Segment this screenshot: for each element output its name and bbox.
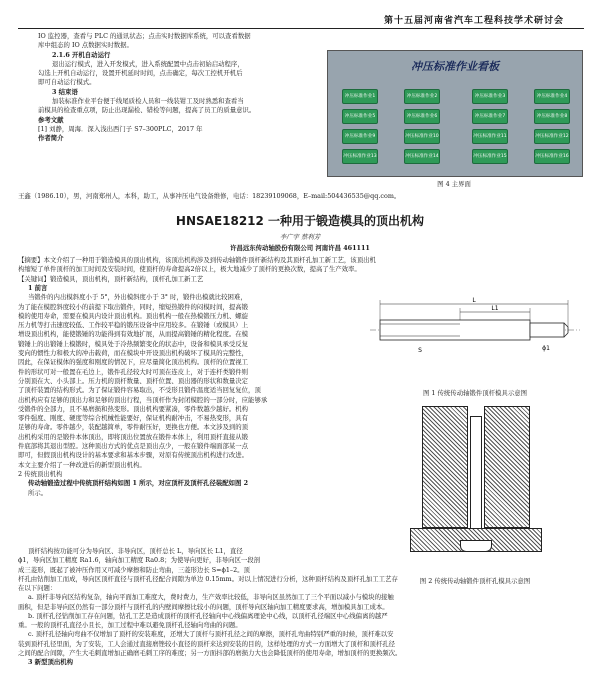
author-bio: 王鑫（1986.10），男，河南郑州人，本科，助工，从事冲压电气设备维修，电话：18239109068，E–mail:504436535@qq.com。 [18, 192, 401, 200]
standard-work-button: 冲压标准作业15 [472, 149, 508, 164]
mold-section-right [484, 406, 530, 528]
body-line: 当锻件的内出模斜度小于 5°，外出模斜度小于 3° 时，锻件出模就比较困难， [28, 293, 247, 302]
mold-section-left [422, 406, 468, 528]
prev-article-text [38, 32, 300, 144]
body-line: 即可，但假顶出机构设计的基本要求和基本步骤，对原有传统顶出机构进行改进。 [18, 451, 249, 460]
standard-work-button: 冲压标准作业1 [342, 89, 378, 104]
standard-work-button: 冲压标准作业8 [534, 109, 570, 124]
label-L: L [472, 297, 476, 304]
standard-work-button: 冲压标准作业16 [534, 149, 570, 164]
body-line: 面积，但是非导向区仍然有一部分顶杆与顶杆孔的内壁间摩擦比较小的问题，顶杆导向区轴向加工精度要求高，增加模具加工成本。 [18, 602, 389, 611]
body-line: 成三菱形，既起了被冲压作用又可减少摩擦和防止弯曲，三菱形边长 S=ϕ1–2。顶 [18, 565, 250, 574]
body-line: 件的形状可对一般置在毛边上，锻件孔径较大时可顶在连皮上，对于连杆类锻件则 [18, 367, 249, 376]
body-line: 增设顶出机构，能使锻锤的功能得到有效地扩展，从而提高锻锤的精化程度。在模 [18, 330, 249, 339]
figure2-caption: 图 2 传统传动轴锻件顶杆孔模具示意图 [419, 577, 531, 585]
body-line: b. 顶杆孔径钻削加工存在问题，钻孔工艺是造成顶杆的顶杆孔径轴向中心线偏离理论中心线，以顶杆孔径端区中心线偏离的越严 [28, 611, 388, 620]
standard-work-button: 冲压标准作业14 [404, 149, 440, 164]
conference-header: 第十五届河南省汽车工程科技学术研讨会 [383, 16, 564, 26]
body-line: 因此，在保证模体的强度和刚度的情况下，应尽量简化顶出机构。顶杆的位置视工 [18, 358, 249, 367]
keywords: 【关键词】锻造模具，顶出机构，顶杆新结构，顶杆孔加工新工艺 [18, 274, 204, 283]
figure2-hole-drawing [400, 406, 550, 576]
body-line: 分别顶在大、小头部上。压力机的顶杆数量、顶杆位置、顶出器的形状和数量决定 [18, 376, 249, 385]
label-phi1: ϕ1 [542, 345, 550, 352]
standard-work-button: 冲压标准作业3 [472, 89, 508, 104]
body-line: 足够的寿命。零件越少，装配越简单，零件耐压好，更换也方便。本文涉及到的顶 [18, 423, 249, 432]
body-full-width [18, 584, 582, 668]
figure4-caption: 图 4 主界面 [437, 180, 471, 188]
chamfer-line [564, 323, 568, 327]
chamfer-line [564, 333, 568, 337]
body-line: 模的使用寿命，需要在模具内设计顶出机构。顶出机构一般在热模锻压力机、螺旋 [18, 311, 249, 320]
body-line: 所示。 [28, 488, 48, 497]
section-heading: 1 前言 [28, 284, 48, 292]
figure1-ejector-rod-drawing [368, 290, 582, 378]
body-line: 顶杆结构按功能可分为导向区、非导向区，顶杆总长 L，导向区长 L1，直径 [28, 547, 243, 555]
body-line: 2 传统顶出机构 [18, 469, 63, 478]
abstract [18, 256, 582, 284]
prev-line: 加装标准作业平台便于线尾质检人员和一线装钳工及时熟悉和查看当 [52, 97, 244, 106]
body-line: 为了能在模腔斜度较小的前提下取出锻件，同时，缩短热锻件的闷模时间，提高锻 [18, 302, 249, 311]
standard-work-button: 冲压标准作业9 [342, 129, 378, 144]
rod-tip [530, 323, 564, 337]
section-heading: 传动轴锻造过程中传统顶杆结构如图 1 所示，对应顶杆及顶杆孔径装配如图 2 [28, 479, 249, 488]
prev-section-heading: 3 结束语 [52, 87, 78, 96]
references-heading: 参考文献 [38, 115, 64, 124]
prev-line: 即可自动运行模式。 [38, 78, 96, 87]
body-column-lower [18, 547, 398, 584]
body-line: c. 顶杆孔径轴向弯曲不仅增加了顶杆的安装难度，还增大了顶杆与顶杆孔径之间的摩擦，顶杆孔弯曲特别严重的时候，顶杆难以安 [28, 630, 394, 639]
prev-line: 前模具的检查重点项，防止出现漏检、错检等问题，提高了员工的质量意识。 [38, 106, 256, 115]
body-line: 零件强度、刚度、硬度等综合机械性能要好，保证机构耐冲击，不易热变形，具有 [18, 414, 249, 423]
body-line: 锻锤上的出锻锤上模锻时，模具处于冷热频繁变化的状态中，设备和模具承受反复 [18, 339, 249, 348]
body-line: 变向的惯性力和极大的冲击载荷，而在模块中开设顶出机构破坏了模具的完整性， [18, 349, 249, 358]
label-L1: L1 [491, 305, 499, 312]
body-line: 之间的配合间隙，产生大毛刺直增加正确磨毛刺工序的难度；另一方面抖部的磨损力大也会降低顶杆的使用寿命，增加顶杆的更换频次。 [18, 649, 402, 658]
prev-line: 勾选上开机自动运行，设置开机延时时间，点击确定，每次工控机开机后 [38, 69, 243, 78]
figure4-screenshot [327, 50, 583, 177]
prev-line: 库中组态的 IO 点数据实时数据。 [38, 41, 133, 50]
body-column [18, 284, 354, 498]
standard-work-button: 冲压标准作业6 [404, 109, 440, 124]
body-line: 受锻件的全部力，且不易磨损和热变形。顶出机构要紧凑，零件数越少越好。机构 [18, 404, 249, 413]
body-line: ϕ1，导向区加工精度 Ra1.6，轴向加工精度 Ra0.8；为使导向更好，非导向区一段剖 [18, 556, 261, 565]
body-line: 重。一般的顶杆孔直径小且长，加工过程中难以避免顶杆孔径轴向弯曲的问题。 [18, 621, 242, 630]
body-line: a. 顶杆非导向区结构复杂，轴向平面加工难度大，费时费力，生产效率比较低，非导向区虽然加工了三个平面以减小与模块的接触 [28, 593, 394, 602]
standard-work-button: 冲压标准作业7 [472, 109, 508, 124]
label-S: S [418, 347, 422, 354]
body-line: 本文主要介绍了一种改进后的新型顶出机构。 [18, 460, 146, 469]
article-authors: 李广宇 蔡利芳 [279, 233, 321, 241]
figure1-caption: 图 1 传统传动轴锻件顶杆模具示意图 [423, 389, 527, 397]
header-rule [18, 28, 584, 29]
standard-work-button: 冲压标准作业11 [472, 129, 508, 144]
standard-work-button: 冲压标准作业4 [534, 89, 570, 104]
prev-line: 退出运行模式，进入开发模式，进入系统配置中点击初始启动程序， [52, 59, 244, 68]
body-line: 了顶杆装置的结构形式。为了保证锻件容易取出，不受形且锻件温度适当回复复位，顶 [18, 386, 261, 395]
author-heading: 作者简介 [38, 134, 64, 143]
abstract-line: 构缩短了单件顶杆的加工时间及安装时间，使顶杆的寿命提高2倍以上，极大地减少了顶杆的更换次数，提高了生产效率。 [18, 265, 361, 274]
screen-title: 冲压标准作业看板 [411, 60, 499, 73]
body-line: 装到顶杆孔径里面，为了安装，工人会通过直接磨锉较小直径的顶杆来达到安装的目的，这样处理的方式一方面增大了顶杆和顶杆孔径 [18, 639, 396, 648]
body-line: 在以下问题： [18, 584, 57, 592]
abstract-line: 【摘要】本文介绍了一种用于锻造模具的顶出机构，该顶出机构涉及到传动轴锻件顶杆新结构及其顶杆孔加工新工艺，该顶出机 [18, 256, 376, 264]
standard-work-button: 冲压标准作业2 [404, 89, 440, 104]
standard-work-button: 冲压标准作业12 [534, 129, 570, 144]
article-affiliation: 许昌远东传动轴股份有限公司 河南许昌 461111 [230, 244, 370, 252]
ejector-rod [470, 416, 482, 546]
body-line: 出机构应有足够的顶出力和足够的顶出行程，当顶杆作为封闭模腔的一部分时，应能够承 [18, 395, 268, 404]
prev-line: IO 监控器，查看与 PLC 的通讯状态；点击实时数据库系统，可以查看数据 [38, 32, 251, 40]
body-line: 压力机等打击速度较低、工作较平稳的锻压设备中应用较多。在锻锤（或模具）上 [18, 321, 249, 330]
cavity [460, 540, 492, 552]
body-line: 出机构采用的是锻件本体顶出，即将顶出位置放在锻件本体上，利用顶杆直接从锻 [18, 432, 249, 441]
body-line: 杆孔由钻削加工而成，导向区顶杆直径与顶杆孔径配合间隙为单边 0.15mm。对以上情况进行分析，这种顶杆结构及顶杆孔加工工艺存 [18, 574, 398, 583]
section-heading: 3 新型顶出机构 [28, 658, 74, 667]
standard-work-button: 冲压标准作业13 [342, 149, 378, 164]
standard-work-button: 冲压标准作业10 [404, 129, 440, 144]
article-title: HNSAE18212 一种用于锻造模具的顶出机构 [175, 214, 425, 228]
body-line: 件底部将其退出型腔。这种顶出方式的优点是顶出点少，一般在锻件端面部某一点 [18, 442, 249, 451]
reference-item: [1] 刘静，周海．深入浅出西门子 S7–300PLC，2017 年 [38, 124, 203, 133]
prev-section-heading: 2.1.6 开机自动运行 [52, 50, 111, 59]
standard-work-button: 冲压标准作业5 [342, 109, 378, 124]
rod-body [380, 320, 530, 340]
